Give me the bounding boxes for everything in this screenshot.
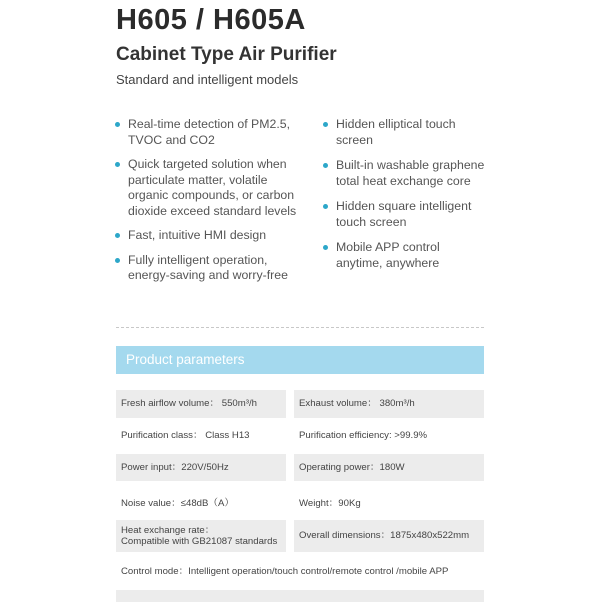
feature-text: Mobile APP control anytime, anywhere xyxy=(336,240,440,270)
bullet-dot-icon xyxy=(323,204,328,209)
features-list-left xyxy=(115,117,301,293)
bullet-dot-icon xyxy=(115,162,120,167)
bullet-dot-icon xyxy=(323,245,328,250)
parameter-row xyxy=(116,590,484,602)
param-noise-value: Noise value：≤48dB（A） xyxy=(121,498,234,510)
feature-text: Built-in washable graphene total heat exchange core xyxy=(336,158,485,188)
param-exhaust-volume: Exhaust volume： 380m³/h xyxy=(294,390,484,418)
feature-item xyxy=(323,158,489,189)
parameter-row xyxy=(116,390,484,418)
feature-item xyxy=(115,228,301,244)
param-operating-power: Operating power：180W xyxy=(294,454,484,481)
bullet-dot-icon xyxy=(115,258,120,263)
param-heat-exchange-rate: Heat exchange rate： Compatible with GB21087 standards xyxy=(116,520,286,552)
features-list-right xyxy=(323,117,489,281)
param-row-partial xyxy=(116,590,484,602)
feature-text: Fast, intuitive HMI design xyxy=(128,228,267,242)
feature-text: Hidden elliptical touch screen xyxy=(336,117,456,147)
section-header-product-parameters: Product parameters xyxy=(116,346,484,374)
feature-item xyxy=(323,240,489,271)
param-control-mode: Control mode：Intelligent operation/touch control/remote control /mobile APP xyxy=(121,566,449,578)
feature-item xyxy=(323,117,489,148)
parameter-row xyxy=(116,520,484,552)
parameter-row xyxy=(116,558,484,586)
feature-item xyxy=(115,117,301,148)
param-purification-efficiency: Purification efficiency: >99.9% xyxy=(299,430,428,442)
product-title: H605 / H605A xyxy=(116,4,306,36)
feature-text: Real-time detection of PM2.5, TVOC and CO2 xyxy=(128,117,290,147)
param-weight: Weight：90Kg xyxy=(299,498,361,510)
parameter-row xyxy=(116,422,484,450)
feature-item xyxy=(323,199,489,230)
feature-text: Quick targeted solution when particulate matter, volatile organic compounds, or carbon dioxide exceed standard levels xyxy=(128,157,297,218)
feature-text: Hidden square intelligent touch screen xyxy=(336,199,472,229)
dashed-divider xyxy=(116,327,484,328)
bullet-dot-icon xyxy=(323,122,328,127)
feature-text: Fully intelligent operation, energy-saving and worry-free xyxy=(128,252,288,282)
param-purification-class: Purification class： Class H13 xyxy=(121,430,250,442)
param-power-input: Power input：220V/50Hz xyxy=(116,454,286,481)
parameter-row xyxy=(116,490,484,518)
feature-item xyxy=(115,157,301,219)
param-fresh-airflow: Fresh airflow volume： 550m³/h xyxy=(116,390,286,418)
parameter-row xyxy=(116,454,484,481)
feature-item xyxy=(115,253,301,284)
bullet-dot-icon xyxy=(115,122,120,127)
bullet-dot-icon xyxy=(323,163,328,168)
product-subtitle: Cabinet Type Air Purifier xyxy=(116,44,337,65)
param-overall-dimensions: Overall dimensions：1875x480x522mm xyxy=(294,520,484,552)
product-tagline: Standard and intelligent models xyxy=(116,72,299,87)
bullet-dot-icon xyxy=(115,233,120,238)
